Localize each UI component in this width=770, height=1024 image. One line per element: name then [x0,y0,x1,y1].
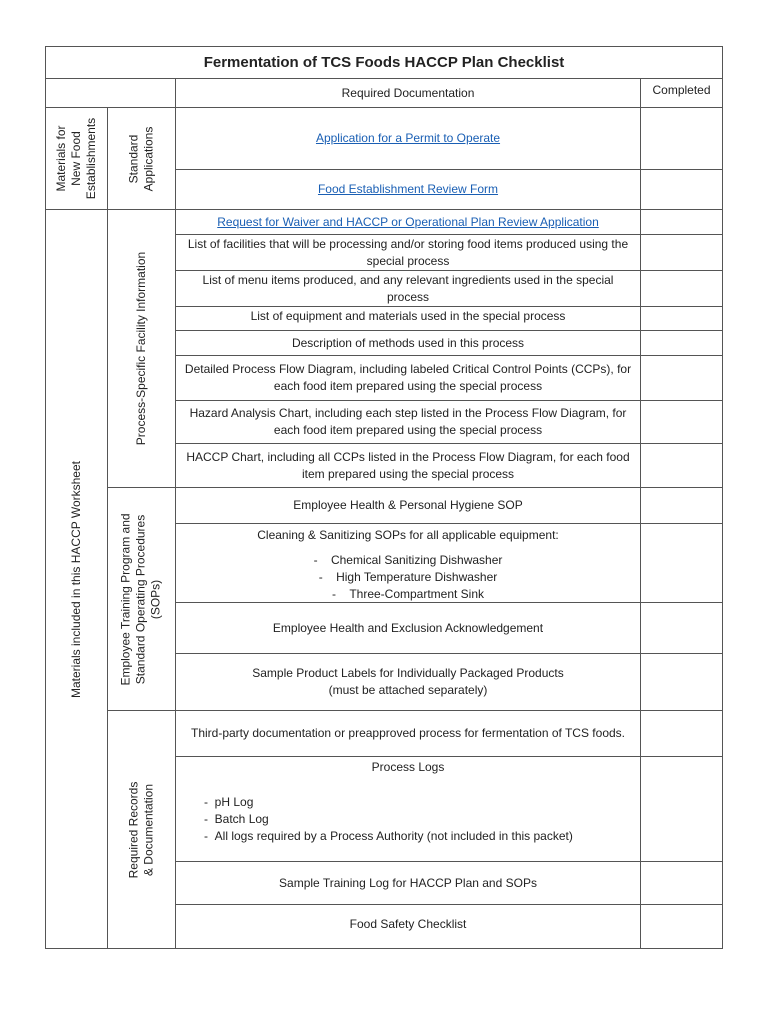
labels-line-2: (must be attached separately) [328,683,488,697]
row-safety-checklist: Food Safety Checklist [349,916,467,931]
group-materials-worksheet [46,210,107,948]
review-form-link[interactable]: Food Establishment Review Form [317,182,499,196]
waiver-application-link[interactable]: Request for Waiver and HACCP or Operational Plan Review Application [217,214,599,229]
process-logs-title: Process Logs [371,759,445,774]
header-required-documentation: Required Documentation [341,85,475,100]
cleaning-equipment-list [314,552,503,603]
row-flow-diagram: Detailed Process Flow Diagram, including labeled Critical Control Points (CCPs), for each food item prepared using the special process [184,362,632,393]
row-hygiene-sop: Employee Health & Personal Hygiene SOP [293,498,523,512]
group-training-sops [108,488,175,710]
group-label-line: Applications [141,126,156,191]
row-facilities: List of facilities that will be processing and/or storing food items produced using the special process [187,236,629,268]
group-label-line: & Documentation [141,783,156,876]
group-materials-new-establishments [46,108,107,209]
row-waiver [176,210,640,234]
group-required-records [108,711,175,948]
process-logs-list [176,792,640,846]
row-cleaning-sop [176,524,640,602]
group-label-line: Standard Operating Procedures [134,514,148,684]
list-item: - Three-Compartment Sink [314,586,503,603]
group-label-line: Required Records [126,781,141,878]
row-exclusion-ack: Employee Health and Exclusion Acknowledgement [272,620,544,635]
labels-line-1: Sample Product Labels for Individually Packaged Products [252,666,564,680]
group-label-line: Employee Training Program and [119,512,133,686]
header-completed: Completed [652,82,711,97]
row-hazard-chart: Hazard Analysis Chart, including each step listed in the Process Flow Diagram, for each food item prepared using the special process [189,406,627,437]
group-label-line: Materials for [54,125,68,192]
page-title: Fermentation of TCS Foods HACCP Plan Checklist [203,54,565,71]
list-item: - pH Log [204,794,253,811]
list-item: - Chemical Sanitizing Dishwasher [314,552,503,569]
row-haccp-chart: HACCP Chart, including all CCPs listed in the Process Flow Diagram, for each food item prepared using the special process [186,449,630,481]
list-item: - High Temperature Dishwasher [314,569,503,586]
row-product-labels [176,654,640,710]
row-training-log: Sample Training Log for HACCP Plan and SOPs [279,875,537,890]
group-label-line: Standard [126,134,141,183]
group-label: Process-Specific Facility Information [134,251,148,446]
list-item: - Batch Log [204,811,269,828]
row-third-party: Third-party documentation or preapproved process for fermentation of TCS foods. [191,726,625,740]
group-label-line: Establishments [84,117,98,200]
list-item: - All logs required by a Process Authority (not included in this packet) [204,828,573,845]
border-bottom [45,948,723,949]
row-equipment: List of equipment and materials used in the special process [250,308,566,323]
permit-application-link[interactable]: Application for a Permit to Operate [315,131,501,145]
group-standard-applications [108,108,175,209]
row-permit [176,108,640,169]
group-label-line: New Food [69,131,83,186]
row-methods: Description of methods used in this process [291,335,525,350]
group-label: Materials included in this HACCP Worksheet [69,460,83,698]
group-label-line: (SOPs) [149,579,163,619]
row-menu-items: List of menu items produced, and any relevant ingredients used in the special process [202,272,614,304]
group-process-specific [108,210,175,487]
cleaning-sop-title: Cleaning & Sanitizing SOPs for all applicable equipment: [257,528,559,542]
border-right [722,46,723,949]
row-review-form [176,170,640,209]
